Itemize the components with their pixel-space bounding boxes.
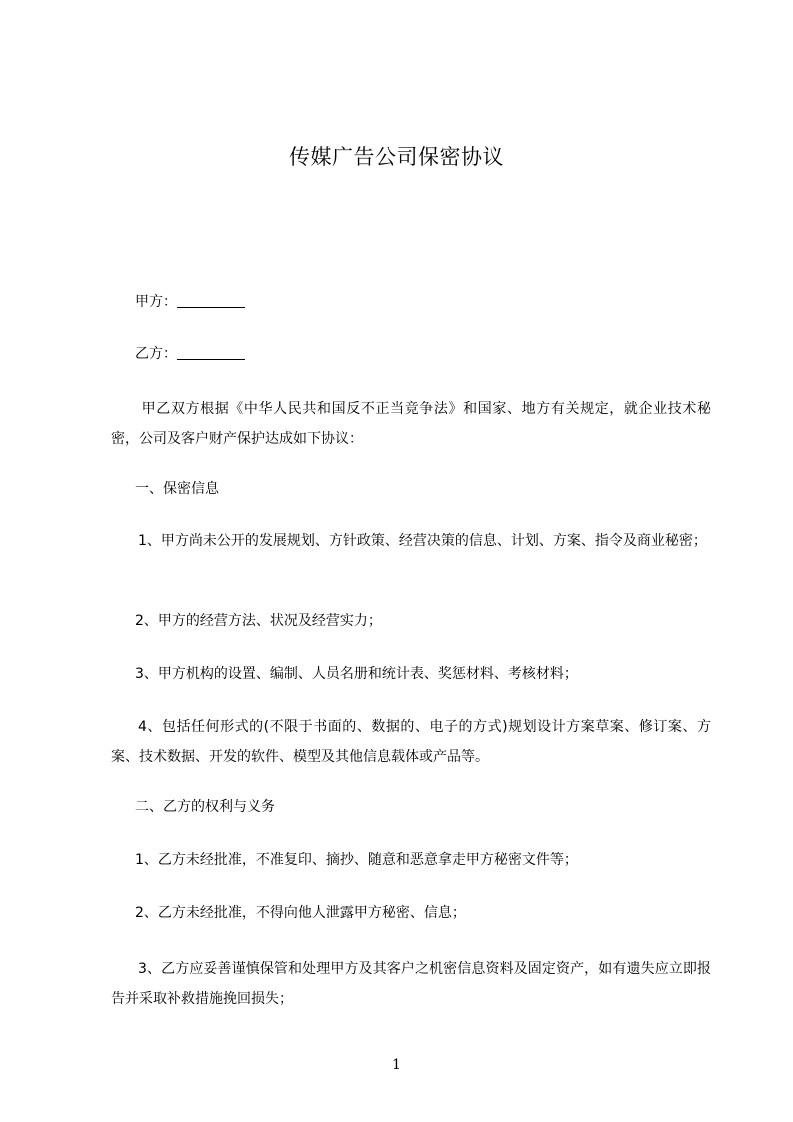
intro-text: 甲乙双方根据《中华人民共和国反不正当竞争法》和国家、地方有关规定，就企业技术秘密，公司及客户财产保护达成如下协议： (111, 401, 711, 447)
section1-item-3: 3、甲方机构的设置、编制、人员名册和统计表、奖惩材料、考核材料； (135, 666, 578, 682)
party-a-label: 甲方： (135, 294, 177, 310)
section2-item-2: 2、乙方未经批准，不得向他人泄露甲方秘密、信息； (135, 905, 466, 921)
section2-heading: 二、乙方的权利与义务 (135, 799, 275, 815)
section1-item-4: 4、包括任何形式的(不限于书面的、数据的、电子的方式)规划设计方案草案、修订案、方案、技术数据、开发的软件、模型及其他信息载体或产品等。 (111, 719, 711, 765)
page-number: 1 (392, 1057, 401, 1073)
section1-item-2: 2、甲方的经营方法、状况及经营实力； (135, 613, 382, 629)
section1-heading: 一、保密信息 (135, 481, 219, 497)
section1-item-1: 1、甲方尚未公开的发展规划、方针政策、经营决策的信息、计划、方案、指令及商业秘密； (138, 533, 707, 549)
intro-paragraph (111, 394, 711, 454)
party-a-line (135, 292, 245, 312)
party-b-label: 乙方： (135, 346, 177, 362)
section2-item-3: 3、乙方应妥善谨慎保管和处理甲方及其客户之机密信息资料及固定资产，如有遗失应立即报告并采取补救措施挽回损失； (111, 961, 711, 1007)
document-title: 传媒广告公司保密协议 (289, 145, 504, 169)
section2-item-1: 1、乙方未经批准，不准复印、摘抄、随意和恶意拿走甲方秘密文件等； (135, 852, 578, 868)
party-b-blank (177, 345, 245, 360)
party-b-line (135, 344, 245, 364)
party-a-blank (177, 293, 245, 308)
